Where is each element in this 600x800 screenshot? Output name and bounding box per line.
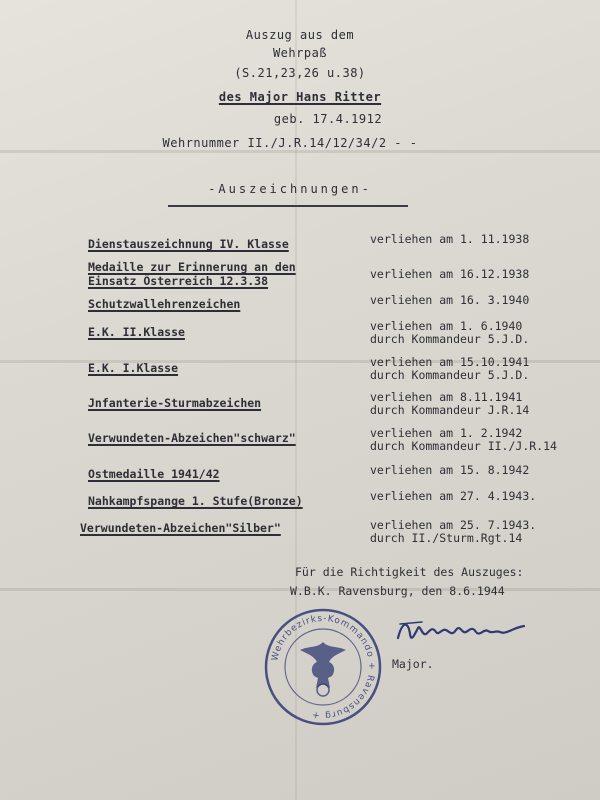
award-detail: verliehen am 25. 7.1943. durch II./Sturm.Rgt.14 [370, 518, 537, 545]
award-name: Medaille zur Erinnerung an den Einsatz Österreich 12.3.38 [88, 260, 296, 288]
signer-rank: Major. [392, 657, 434, 671]
award-detail: verliehen am 16. 3.1940 [370, 293, 530, 307]
award-name: Jnfanterie-Sturmabzeichen [88, 396, 262, 410]
award-name: Verwundeten-Abzeichen"schwarz" [88, 431, 296, 445]
paper-fold [0, 150, 600, 153]
award-detail: verliehen am 15. 8.1942 [370, 463, 530, 477]
award-detail: verliehen am 1. 2.1942 durch Kommandeur II./J.R.14 [370, 426, 557, 453]
header-line-2: Wehrpaß [272, 46, 328, 60]
section-title: -Auszeichnungen- [208, 182, 372, 196]
header-line-1: Auszug aus dem [245, 28, 355, 42]
award-name: Schutzwallehrenzeichen [88, 297, 241, 311]
handwritten-signature [392, 614, 532, 650]
award-detail: verliehen am 1. 11.1938 [370, 232, 530, 246]
official-stamp [262, 606, 384, 728]
header-birth: geb. 17.4.1912 [273, 112, 383, 126]
certification-place-date: W.B.K. Ravensburg, den 8.6.1944 [290, 584, 505, 598]
svg-text:Wehrbezirks-Kommando + Ravensb: Wehrbezirks-Kommando + Ravensburg + [270, 613, 377, 721]
award-detail: verliehen am 8.11.1941 durch Kommandeur J.R.14 [370, 390, 530, 417]
award-name: Verwundeten-Abzeichen"Silber" [80, 521, 281, 535]
section-underline [168, 205, 408, 207]
award-detail: verliehen am 27. 4.1943. [370, 489, 537, 503]
award-name: Nahkampfspange 1. Stufe(Bronze) [88, 494, 303, 508]
certification-line: Für die Richtigkeit des Auszuges: [295, 565, 524, 579]
award-name: Ostmedaille 1941/42 [88, 467, 220, 481]
award-detail: verliehen am 15.10.1941 durch Kommandeur 5.J.D. [370, 355, 530, 382]
award-name: E.K. II.Klasse [88, 325, 185, 339]
header-name: des Major Hans Ritter [218, 90, 382, 104]
header-wehrnummer: Wehrnummer II./J.R.14/12/34/2 - - [162, 136, 418, 150]
award-detail: verliehen am 16.12.1938 [370, 267, 530, 281]
award-detail: verliehen am 1. 6.1940 durch Kommandeur 5.J.D. [370, 319, 530, 346]
award-name: E.K. I.Klasse [88, 361, 179, 375]
header-line-3: (S.21,23,26 u.38) [234, 66, 366, 80]
award-name: Dienstauszeichnung IV. Klasse [88, 237, 289, 251]
